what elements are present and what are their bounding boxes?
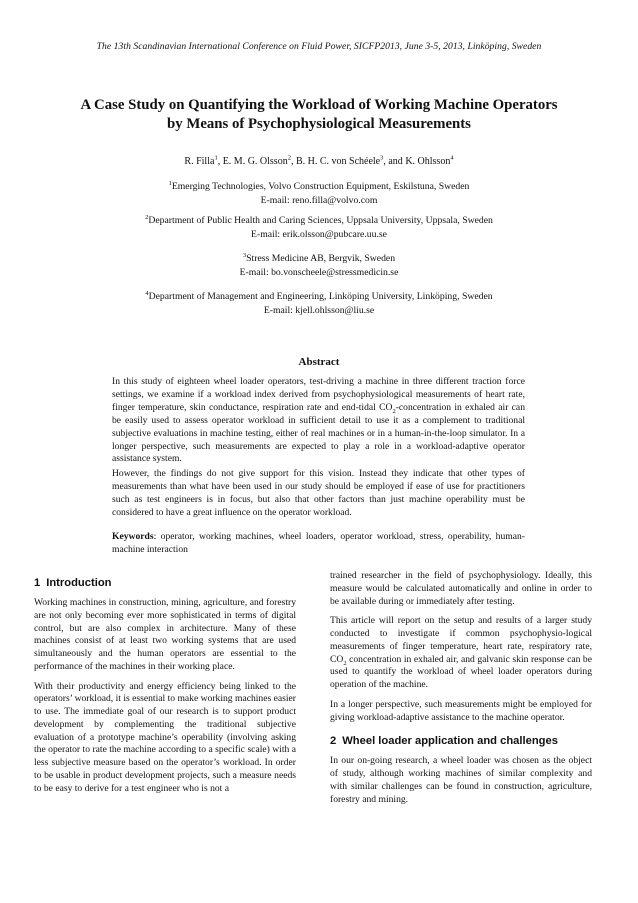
title-line-2: by Means of Psychophysiological Measurements [167, 116, 471, 132]
affil-mark: 4 [145, 289, 149, 297]
affil-email: E-mail: reno.filla@volvo.com [260, 195, 378, 206]
author-separator: , [217, 156, 223, 167]
affil-email: E-mail: erik.olsson@pubcare.uu.se [251, 229, 387, 240]
paragraph: With their productivity and energy efficiency being linked to the operators’ workload, it is essential to make working machines easier to use. The immediate goal of our research is to support product development by complementing the traditional subjective evaluation of a prototype machine’s operability (involving asking the operator to rate the machine according to a specific scale) with a less subjective measure based on the operator’s workload. In order to be usable in product development projects, such a measure needs to be easy to derive for a test engineer who is not a [34, 680, 296, 794]
keywords-list: : operator, working machines, wheel loaders, operator workload, stress, operability, human-machine interaction [112, 531, 525, 555]
author-name: E. M. G. Olsson [222, 156, 288, 167]
affiliation-2 [40, 214, 598, 242]
section-title: Wheel loader application and challenges [342, 735, 558, 748]
author-separator: , and [383, 156, 406, 167]
abstract-text: -concentration in exhaled air can be easily used to assess operator workload in sufficient detail to use it as a complement to traditional subjective evaluations in machine testing, either of real machines or in a human-in-the-loop simulator. In a longer perspective, such measurements are expected to play a role in a workload-adaptive operator assistance system. [112, 401, 525, 465]
section-title: Introduction [46, 577, 112, 589]
affiliation-4 [40, 290, 598, 318]
left-column [34, 576, 296, 802]
author-affil-mark: 3 [380, 154, 384, 162]
paragraph-text: concentration in exhaled air, and galvanic skin response can be used to quantify the workload of wheel loader operators during operation of the machine. [330, 653, 592, 690]
right-column [330, 570, 592, 813]
affiliation-1 [40, 180, 598, 208]
author-affil-mark: 2 [287, 154, 291, 162]
author-name: K. Ohlsson [405, 156, 451, 167]
paragraph: trained researcher in the field of psychophysiology. Ideally, this measure would be calculated automatically and online in order to be available during or immediately after testing. [330, 570, 592, 607]
title-line-1: A Case Study on Quantifying the Workload of Working Machine Operators [80, 97, 558, 113]
affil-org: Stress Medicine AB, Bergvik, Sweden [246, 253, 396, 264]
keywords [112, 531, 525, 557]
author-list [40, 156, 598, 167]
author-separator: , [290, 156, 296, 167]
affiliation-3 [40, 252, 598, 280]
affil-org: Department of Management and Engineering, Linköping University, Linköping, Sweden [148, 291, 493, 302]
section-2-heading [330, 734, 592, 748]
abstract-text: In this study of eighteen wheel loader operators, test-driving a machine in three different traction force settings, we examine if a workload index derived from psychophysiological measurements of heart rate, finger temperature, skin conductance, respiration rate and end-tidal CO [112, 376, 525, 413]
subscript: 2 [392, 407, 396, 415]
affil-email: E-mail: kjell.ohlsson@liu.se [263, 305, 375, 316]
abstract-heading: Abstract [298, 356, 340, 368]
section-1-heading [34, 576, 296, 590]
affil-mark: 1 [168, 179, 172, 187]
abstract-paragraph-1 [112, 376, 525, 466]
affil-mark: 2 [145, 213, 149, 221]
author-affil-mark: 4 [450, 154, 454, 162]
author-name: B. H. C. von Schéele [295, 156, 381, 167]
abstract-paragraph-2: However, the findings do not give support for this vision. Instead they indicate that other types of measurements than what have been used in our study should be employed if ease of use for practitioners such as test engineers is in focus, but also that other factors than just machine operability must be considered to have a great influence on the operator workload. [112, 468, 525, 518]
paragraph: In a longer perspective, such measurements might be employed for giving workload-adaptive assistance to the machine operator. [330, 698, 592, 723]
author-name: R. Filla [184, 156, 215, 167]
affil-org: Department of Public Health and Caring Sciences, Uppsala University, Uppsala, Sweden [148, 215, 493, 226]
paper-title [40, 96, 598, 134]
subscript: 2 [343, 659, 347, 667]
author-affil-mark: 1 [214, 154, 218, 162]
paragraph: In our on-going research, a wheel loader was chosen as the object of study, although working machines of similar complexity and with similar challenges can be found in construction, agriculture, forestry and mining. [330, 755, 592, 805]
paragraph [330, 615, 592, 692]
keywords-label: Keywords [112, 531, 154, 542]
affil-mark: 3 [242, 251, 247, 259]
section-number: 1 [34, 577, 41, 589]
paragraph-text: This article will report on the setup and results of a larger study conducted to investigate if common psychophysio-logical measurements of finger temperature, heart rate, respiratory rate, CO [330, 615, 592, 665]
paragraph: Working machines in construction, mining, agriculture, and forestry are not only becoming ever more sophisticated in terms of digital control, but are also complex in architecture. Many of these machines consist of at least two working systems that are used simultaneously and the human operators are essential to the performance of the machines in their working place. [34, 597, 296, 672]
affil-email: E-mail: bo.vonscheele@stressmedicin.se [239, 267, 399, 278]
running-head: The 13th Scandinavian International Conference on Fluid Power, SICFP2013, June 3-5, 2013, Linköping, Sweden [96, 41, 542, 52]
affil-org: Emerging Technologies, Volvo Construction Equipment, Eskilstuna, Sweden [171, 181, 470, 192]
section-number: 2 [330, 735, 337, 748]
